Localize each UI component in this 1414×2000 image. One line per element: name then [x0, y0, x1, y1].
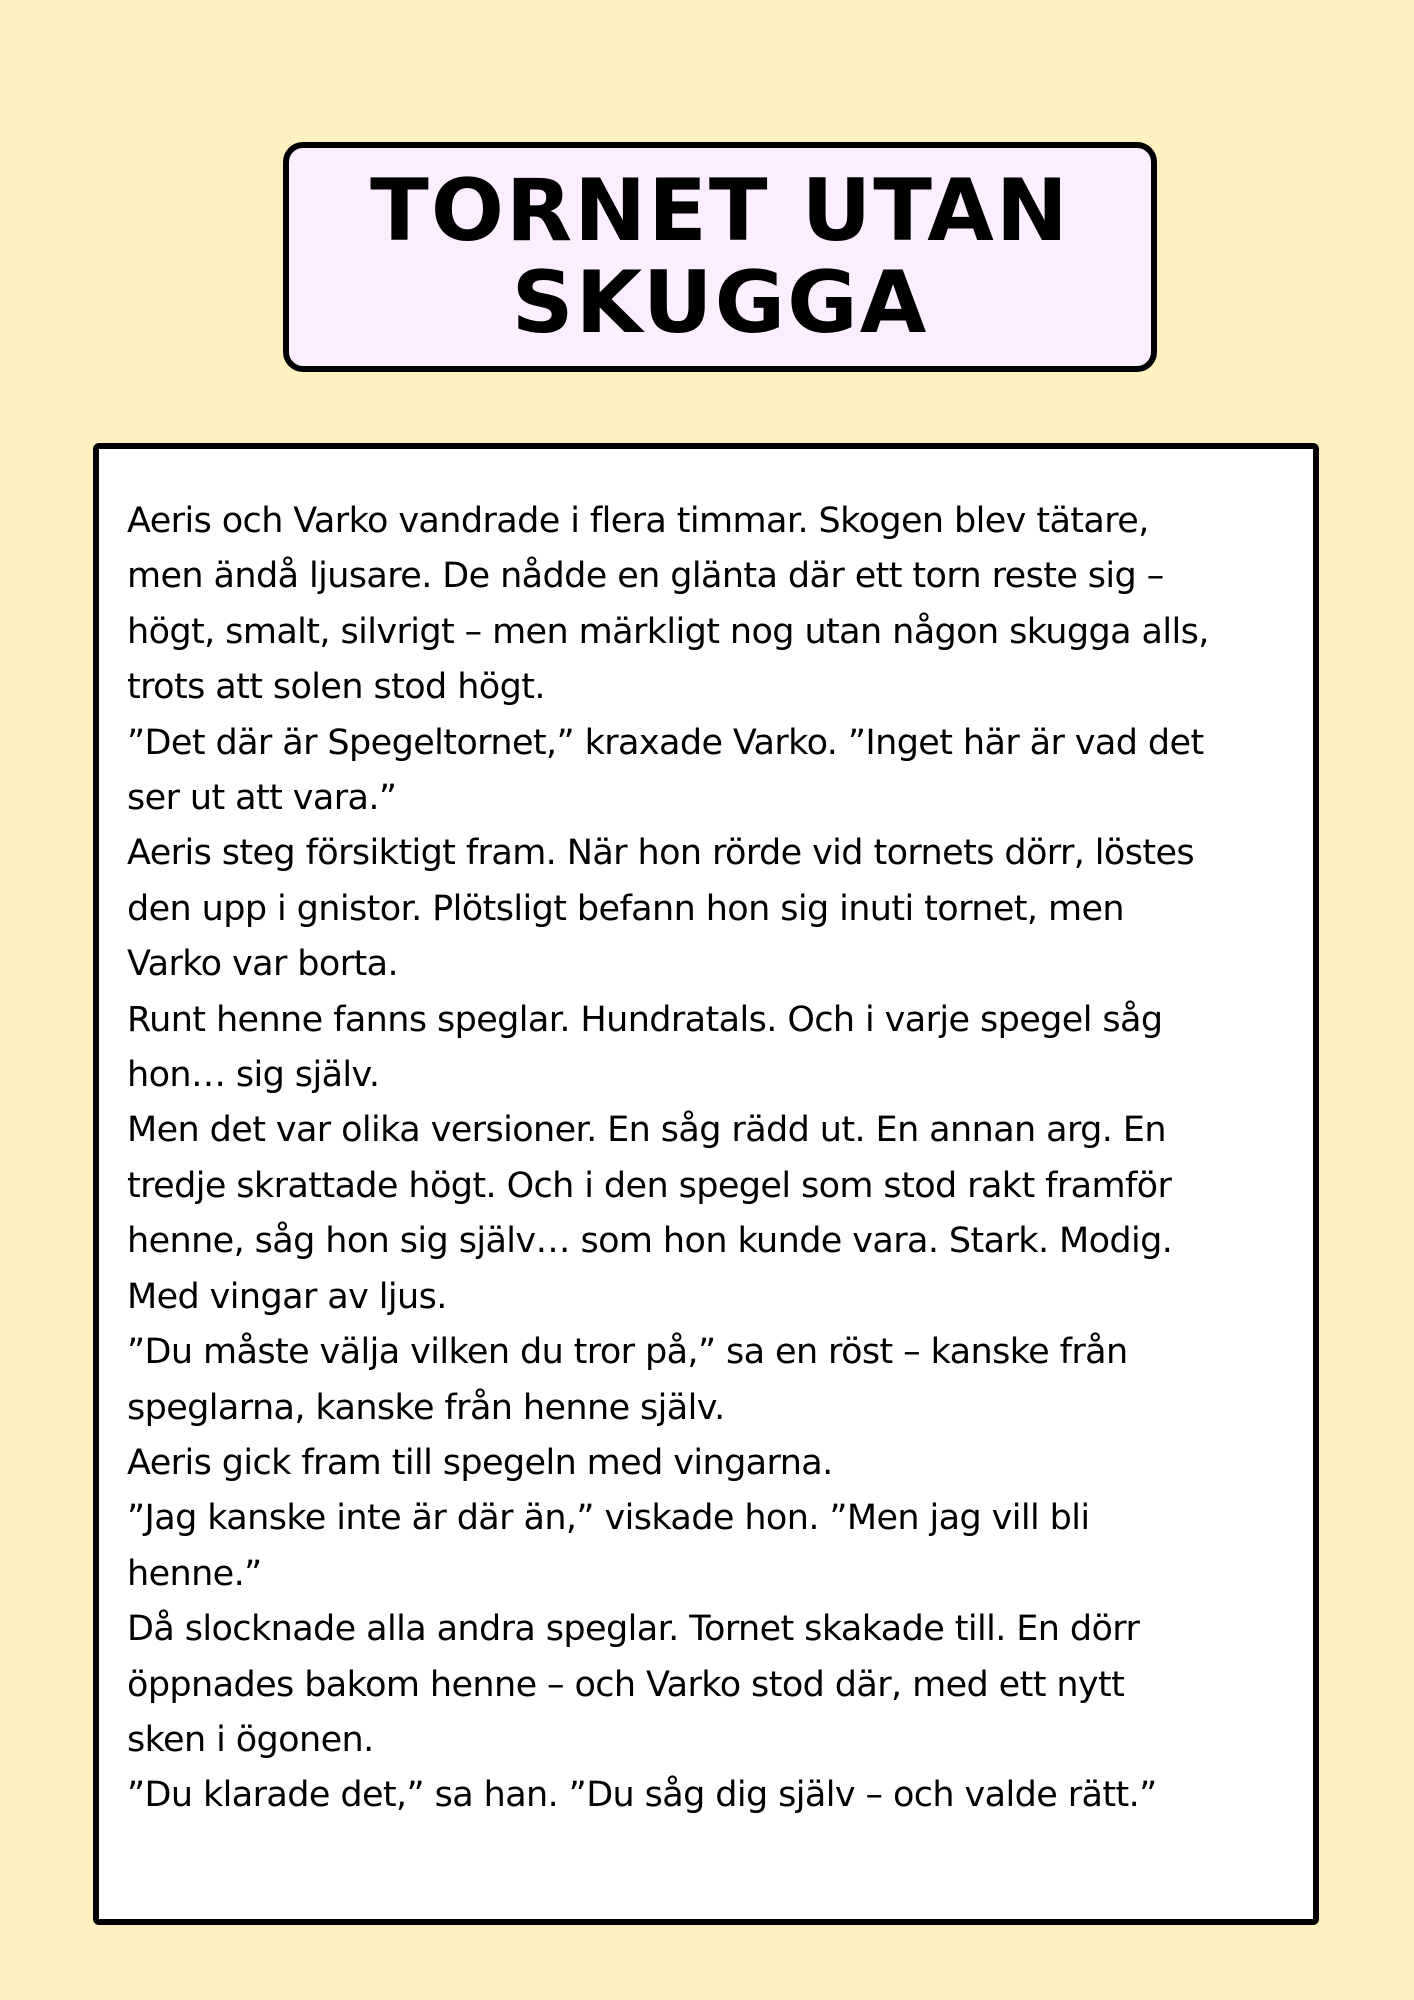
story-line: högt, smalt, silvrigt – men märkligt nog utan någon skugga alls, — [127, 611, 1209, 652]
story-line: trots att solen stod högt. — [127, 667, 545, 708]
story-line: Men det var olika versioner. En såg rädd ut. En annan arg. En — [127, 1110, 1166, 1151]
story-line: ”Du klarade det,” sa han. ”Du såg dig själv – och valde rätt.” — [127, 1775, 1157, 1816]
story-line: sken i ögonen. — [127, 1719, 374, 1760]
story-line: Aeris och Varko vandrade i flera timmar. Skogen blev tätare, — [127, 501, 1149, 541]
story-line: men ändå ljusare. De nådde en glänta där ett torn reste sig – — [127, 556, 1164, 597]
story-line: ”Du måste välja vilken du tror på,” sa en röst – kanske från — [127, 1332, 1128, 1373]
story-line: Aeris steg försiktigt fram. När hon rörde vid tornets dörr, löstes — [127, 833, 1195, 874]
story-line: henne.” — [127, 1553, 262, 1594]
story-line: öppnades bakom henne – och Varko stod där, med ett nytt — [127, 1664, 1125, 1705]
story-line: den upp i gnistor. Plötsligt befann hon sig inuti tornet, men — [127, 888, 1124, 929]
story-line: henne, såg hon sig själv… som hon kunde vara. Stark. Modig. — [127, 1221, 1173, 1262]
title-box — [283, 142, 1157, 372]
story-line: ”Det där är Spegeltornet,” kraxade Varko. ”Inget här är vad det — [127, 722, 1204, 763]
story-line: hon… sig själv. — [127, 1055, 380, 1096]
story-line: tredje skrattade högt. Och i den spegel som stod rakt framför — [127, 1165, 1172, 1206]
story-line: speglarna, kanske från henne själv. — [127, 1387, 725, 1428]
story-line: Aeris gick fram till spegeln med vingarna. — [127, 1442, 833, 1483]
page-title-line-1: TORNET UTAN — [370, 161, 1070, 261]
story-line: Varko var borta. — [127, 944, 399, 985]
story-line: ser ut att vara.” — [127, 778, 397, 819]
story-line: Då slocknade alla andra speglar. Tornet skakade till. En dörr — [127, 1609, 1140, 1650]
page-title-line-2: SKUGGA — [511, 253, 929, 353]
story-line: ”Jag kanske inte är där än,” viskade hon. ”Men jag vill bli — [127, 1498, 1090, 1539]
story-text-box — [93, 443, 1319, 1925]
story-line: Med vingar av ljus. — [127, 1276, 447, 1317]
story-line: Runt henne fanns speglar. Hundratals. Och i varje spegel såg — [127, 999, 1163, 1040]
